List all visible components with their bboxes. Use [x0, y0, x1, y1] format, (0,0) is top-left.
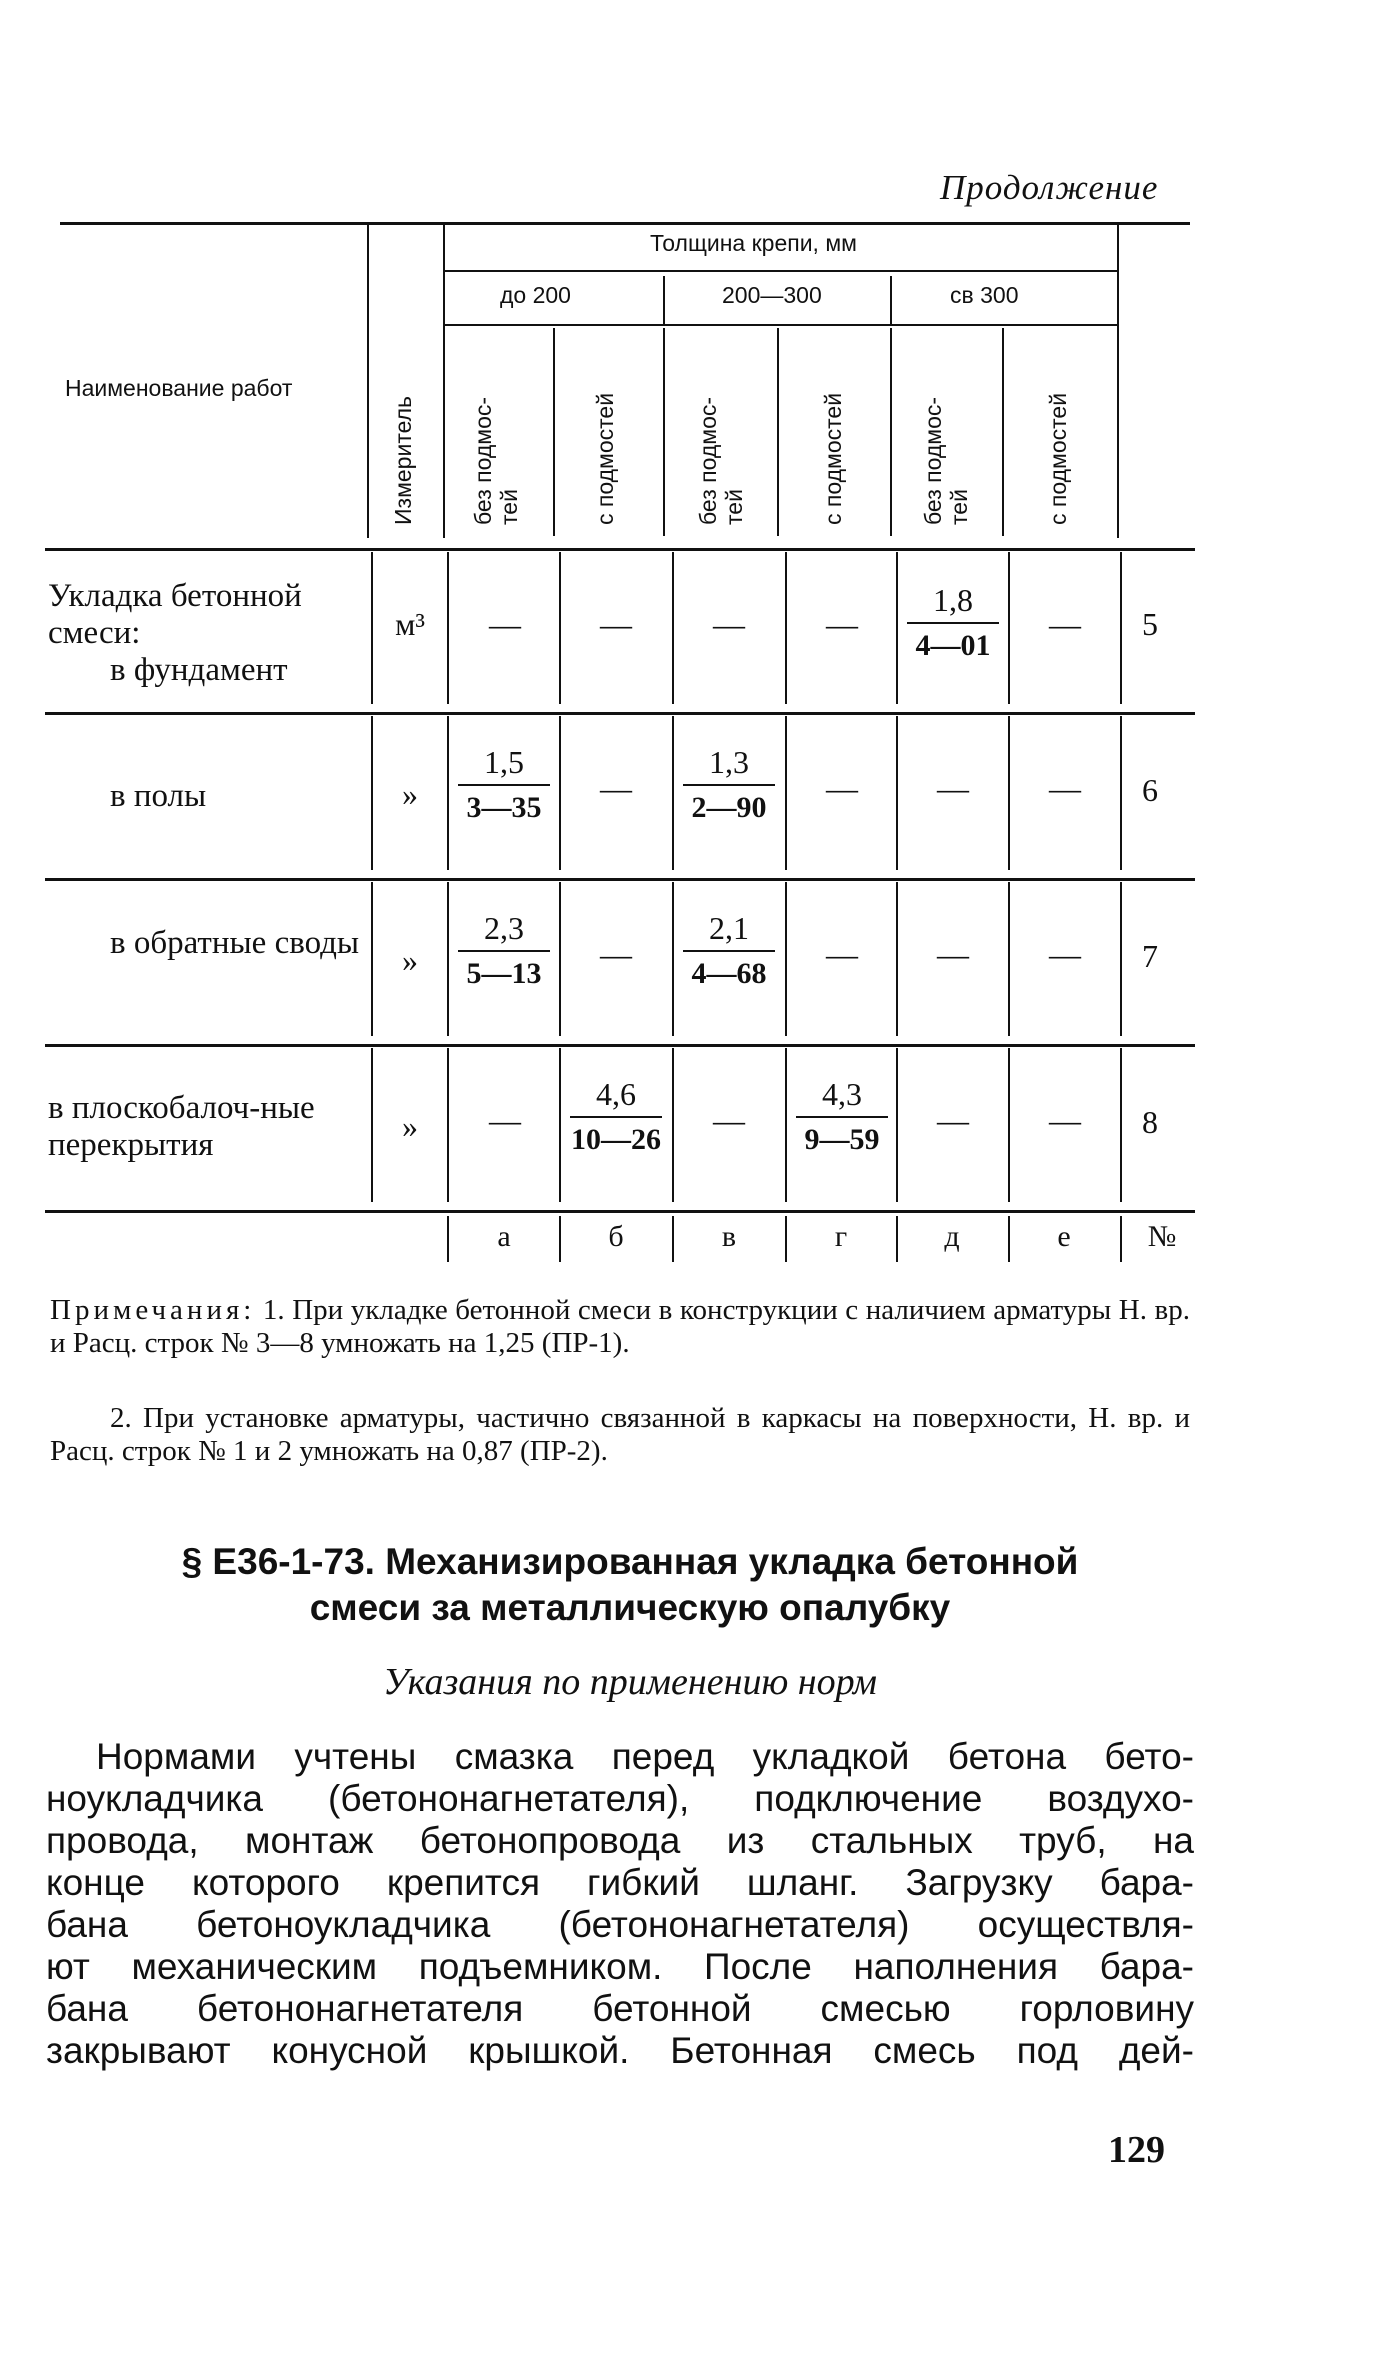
column-key: б [608, 1220, 624, 1253]
value-cell: — [600, 770, 632, 806]
key-divider [447, 1216, 449, 1262]
col-header-with: с подмостей [592, 392, 618, 525]
row-divider [371, 552, 373, 704]
body-line: ноукладчика (бетононагнетателя), подключение воздухо- [46, 1778, 1194, 1819]
work-name: в плоскобалоч-ные перекрытия [48, 1090, 315, 1163]
rate: 5—13 [466, 957, 542, 990]
col-header-unit: Измеритель [390, 395, 416, 525]
table-header-divider [1002, 328, 1004, 536]
row-divider [1008, 552, 1010, 704]
row-divider [371, 1048, 373, 1202]
norm-fraction [903, 580, 1003, 666]
row-divider [559, 552, 561, 704]
section-title-line-2: смеси за металлическую опалубку [309, 1587, 951, 1628]
body-line: закрывают конусной крышкой. Бетонная смесь под дей- [46, 2030, 1194, 2071]
row-divider [1120, 1048, 1122, 1202]
body-line: бана бетононагнетателя бетонной смесью горловину [46, 1988, 1194, 2029]
table-top-rule [60, 222, 1190, 225]
value-cell: — [826, 936, 858, 972]
row-divider [559, 716, 561, 870]
row-divider [447, 552, 449, 704]
column-key: г [834, 1220, 848, 1253]
row-divider [672, 552, 674, 704]
row-rule [45, 1044, 1195, 1047]
col-header-without: без подмос- тей [470, 396, 522, 525]
unit-cell: м³ [395, 606, 425, 642]
norm-fraction [679, 742, 779, 828]
value-cell: — [713, 606, 745, 642]
row-divider [1008, 716, 1010, 870]
value-cell: — [600, 936, 632, 972]
work-name: в обратные своды [110, 925, 360, 961]
table-header-divider [663, 328, 665, 536]
row-divider [559, 882, 561, 1036]
fraction-bar [458, 950, 550, 952]
time-norm: 1,5 [484, 744, 524, 780]
column-key: в [721, 1220, 737, 1253]
table-header-divider [663, 276, 665, 324]
row-divider [371, 882, 373, 1036]
rate: 3—35 [466, 791, 542, 824]
time-norm: 1,3 [709, 744, 749, 780]
row-rule [45, 548, 1195, 551]
value-cell: — [489, 606, 521, 642]
row-divider [896, 882, 898, 1036]
norm-fraction [566, 1074, 666, 1160]
row-divider [672, 716, 674, 870]
row-divider [672, 882, 674, 1036]
fraction-bar [683, 950, 775, 952]
row-divider [785, 882, 787, 1036]
row-divider [371, 716, 373, 870]
norm-fraction [454, 742, 554, 828]
work-name: в полы [110, 778, 207, 814]
fraction-bar [796, 1116, 888, 1118]
key-divider [559, 1216, 561, 1262]
norm-fraction [454, 908, 554, 994]
notes-label: Примечания: [50, 1294, 256, 1326]
body-line: бана бетоноукладчика (бетононагнетателя) осуществля- [46, 1904, 1194, 1945]
column-key: е [1057, 1220, 1071, 1253]
row-divider [672, 1048, 674, 1202]
value-cell: — [1049, 770, 1081, 806]
group-label-2: 200—300 [722, 282, 822, 308]
fraction-bar [458, 784, 550, 786]
value-cell: — [1049, 936, 1081, 972]
row-divider [447, 716, 449, 870]
row-divider [1120, 716, 1122, 870]
row-divider [1008, 1048, 1010, 1202]
column-key: д [944, 1220, 960, 1253]
value-cell: — [826, 606, 858, 642]
rate: 4—68 [691, 957, 767, 990]
thickness-title: Толщина крепи, мм [650, 230, 857, 256]
fraction-bar [683, 784, 775, 786]
row-divider [447, 882, 449, 1036]
row-divider [1008, 882, 1010, 1036]
row-divider [1120, 552, 1122, 704]
column-key: а [497, 1220, 511, 1253]
norm-fraction [679, 908, 779, 994]
row-divider [559, 1048, 561, 1202]
key-divider [1120, 1216, 1122, 1262]
row-number: 6 [1142, 772, 1158, 808]
note-1: 1. При укладке бетонной смеси в конструкции с наличием арматуры Н. вр. и Расц. строк № 3—8 умножать на 1,25 (ПР-1). [50, 1294, 1190, 1359]
unit-cell: » [402, 776, 418, 812]
key-divider [785, 1216, 787, 1262]
rate: 10—26 [571, 1123, 661, 1156]
table-header-divider [890, 276, 892, 324]
value-cell: — [937, 1102, 969, 1138]
value-cell: — [1049, 1102, 1081, 1138]
unit-cell: » [402, 942, 418, 978]
value-cell: — [937, 936, 969, 972]
table-header-divider [890, 328, 892, 536]
time-norm: 2,3 [484, 910, 524, 946]
col-header-with: с подмостей [1045, 392, 1071, 525]
fraction-bar [570, 1116, 662, 1118]
rate: 9—59 [804, 1123, 880, 1156]
table-header-divider [777, 328, 779, 536]
row-divider [1120, 882, 1122, 1036]
row-divider [785, 716, 787, 870]
table-header-divider [1117, 222, 1119, 538]
notes-paragraph-1 [50, 1294, 1190, 1360]
row-rule [45, 1210, 1195, 1213]
body-line: провода, монтаж бетонопровода из стальных труб, на [46, 1820, 1194, 1861]
body-line: конце которого крепится гибкий шланг. Загрузку бара- [46, 1862, 1194, 1903]
value-cell: — [713, 1102, 745, 1138]
row-divider [896, 552, 898, 704]
col-header-work: Наименование работ [65, 375, 293, 401]
value-cell: — [600, 606, 632, 642]
col-header-with: с подмостей [820, 392, 846, 525]
time-norm: 1,8 [933, 582, 973, 618]
value-cell: — [826, 770, 858, 806]
time-norm: 2,1 [709, 910, 749, 946]
row-rule [45, 712, 1195, 715]
row-number: 8 [1142, 1104, 1158, 1140]
table-header-divider [553, 328, 555, 536]
body-line: Нормами учтены смазка перед укладкой бетона бето- [96, 1736, 1194, 1777]
table-header-divider [367, 222, 369, 538]
norm-fraction [792, 1074, 892, 1160]
row-divider [896, 1048, 898, 1202]
rate: 2—90 [691, 791, 767, 824]
time-norm: 4,6 [596, 1076, 636, 1112]
row-divider [447, 1048, 449, 1202]
page-number: 129 [1108, 2129, 1165, 2171]
key-divider [1008, 1216, 1010, 1262]
table-header-rule [443, 324, 1117, 326]
unit-cell: » [402, 1108, 418, 1144]
col-header-without: без подмос- тей [695, 396, 747, 525]
rate: 4—01 [915, 629, 991, 662]
section-title-line-1: § Е36-1-73. Механизированная укладка бетонной [181, 1541, 1079, 1582]
group-label-3: св 300 [950, 282, 1019, 308]
row-number: 5 [1142, 606, 1158, 642]
group-label-1: до 200 [500, 282, 571, 308]
section-subtitle: Указания по применению норм [383, 1661, 877, 1703]
key-divider [672, 1216, 674, 1262]
value-cell: — [937, 770, 969, 806]
continued-label: Продолжение [940, 168, 1159, 207]
row-divider [785, 1048, 787, 1202]
key-divider [896, 1216, 898, 1262]
value-cell: — [489, 1102, 521, 1138]
fraction-bar [907, 622, 999, 624]
work-name: Укладка бетонной смеси: [48, 578, 302, 651]
row-number: 7 [1142, 938, 1158, 974]
work-subname: в фундамент [110, 652, 288, 688]
row-divider [785, 552, 787, 704]
row-divider [896, 716, 898, 870]
column-key: № [1147, 1220, 1177, 1253]
note-2: 2. При установке арматуры, частично связанной в каркасы на поверхности, Н. вр. и Расц. строк № 1 и 2 умножать на 0,87 (ПР-2). [50, 1402, 1190, 1467]
body-line: ют механическим подъемником. После наполнения бара- [46, 1946, 1194, 1987]
value-cell: — [1049, 606, 1081, 642]
table-header-rule [443, 270, 1117, 272]
time-norm: 4,3 [822, 1076, 862, 1112]
col-header-without: без подмос- тей [920, 396, 972, 525]
row-rule [45, 878, 1195, 881]
